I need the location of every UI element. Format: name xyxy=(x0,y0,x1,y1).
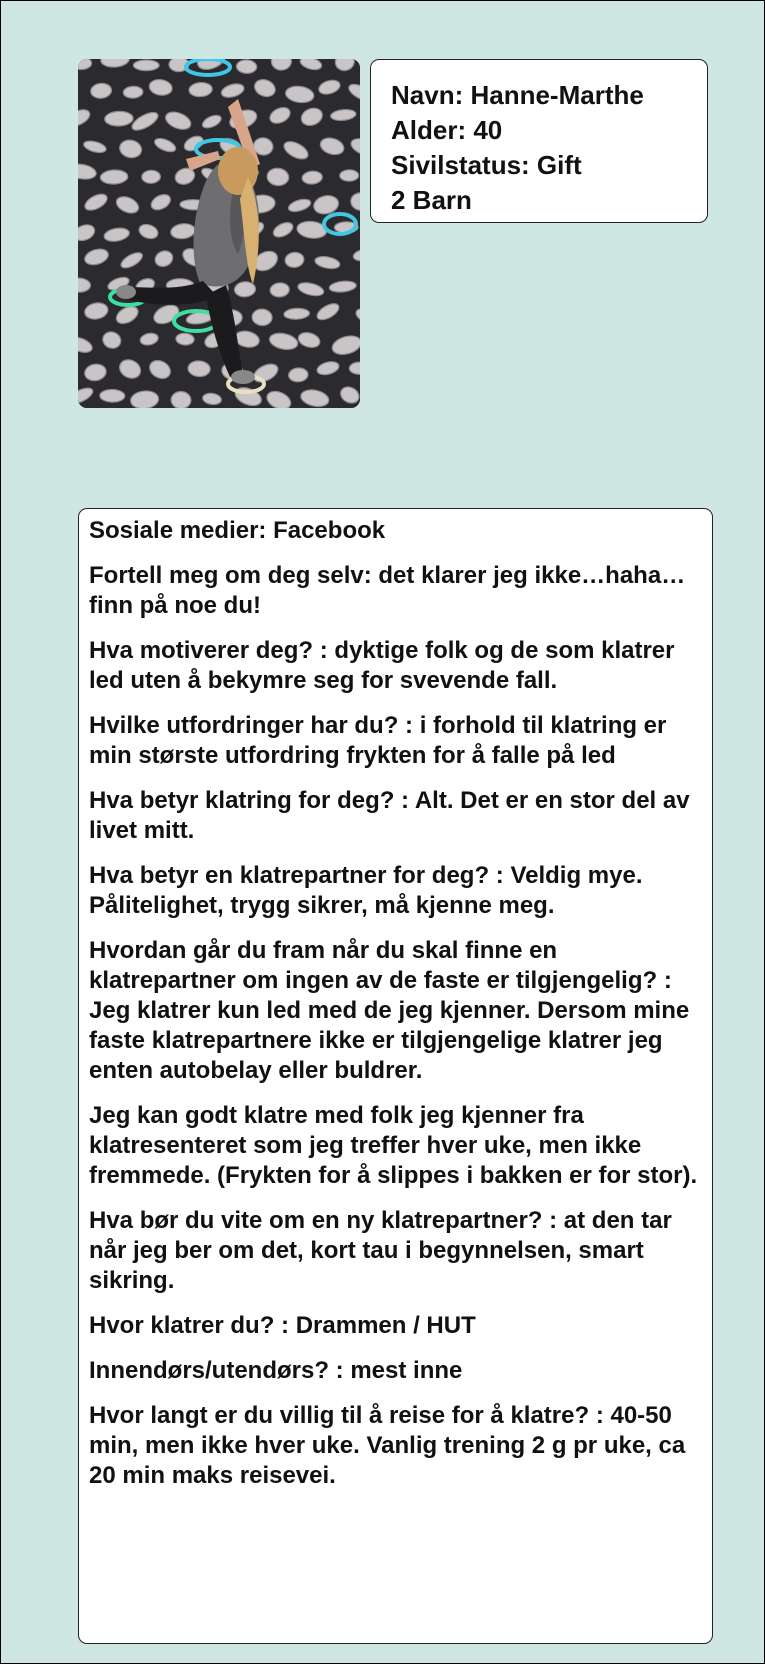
motivation-answer: Hva motiverer deg? : dyktige folk og de som klatrer led uten å bekymre seg for svevende fall. xyxy=(89,637,675,694)
challenges-answer: Hvilke utfordringer har du? : i forhold til klatring er min største utfordring frykten for å falle på led xyxy=(89,712,667,769)
age-line: Alder: 40 xyxy=(391,115,503,145)
about-me-answer: Fortell meg om deg selv: det klarer jeg ikke…haha…finn på noe du! xyxy=(89,562,686,619)
finding-partner-answer: Hvordan går du fram når du skal finne en klatrepartner om ingen av de faste er tilgjengelig? : Jeg klatrer kun led med de jeg kjenner. Dersom mine faste klatrepartnere ikke er tilgjengelige klatrer jeg enten autobelay eller buldrer. xyxy=(89,937,690,1084)
known-people-answer: Jeg kan godt klatre med folk jeg kjenner fra klatresenteret som jeg treffer hver uke, men ikke fremmede. (Frykten for å slippes i bakken er for stor). xyxy=(89,1102,698,1189)
indoor-outdoor-answer: Innendørs/utendørs? : mest inne xyxy=(89,1357,463,1384)
climbing-meaning-answer: Hva betyr klatring for deg? : Alt. Det er en stor del av livet mitt. xyxy=(89,787,690,844)
new-partner-answer: Hva bør du vite om en ny klatrepartner? : at den tar når jeg ber om det, kort tau i begynnelsen, smart sikring. xyxy=(89,1207,672,1294)
travel-distance-answer: Hvor langt er du villig til å reise for å klatre? : 40-50 min, men ikke hver uke. Vanlig trening 2 g pr uke, ca 20 min maks reisevei. xyxy=(89,1402,686,1489)
children-line: 2 Barn xyxy=(391,185,472,215)
partner-meaning-answer: Hva betyr en klatrepartner for deg? : Veldig mye. Pålitelighet, trygg sikrer, må kjenne meg. xyxy=(89,862,643,919)
name-line: Navn: Hanne-Marthe xyxy=(391,80,644,110)
profile-photo xyxy=(78,59,360,408)
questionnaire-card xyxy=(78,508,713,1644)
social-media-answer: Sosiale medier: Facebook xyxy=(89,517,386,544)
climbing-location-answer: Hvor klatrer du? : Drammen / HUT xyxy=(89,1312,476,1339)
marital-status-line: Sivilstatus: Gift xyxy=(391,150,582,180)
profile-info-card xyxy=(370,59,708,223)
